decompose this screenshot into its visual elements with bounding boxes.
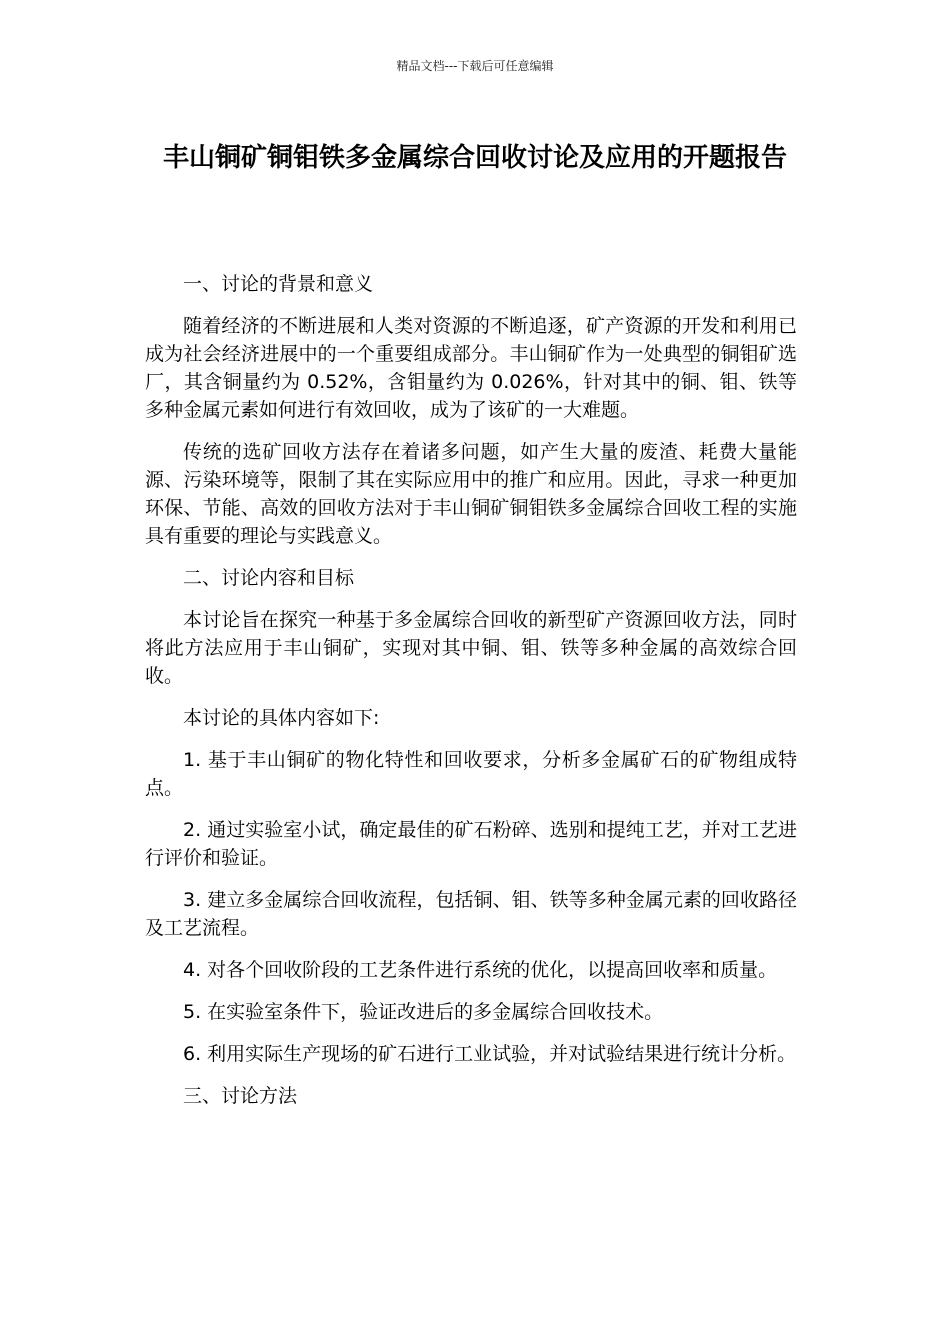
list-item-3: 3. 建立多金属综合回收流程，包括铜、钼、铁等多种金属元素的回收路径及工艺流程。	[145, 889, 797, 939]
section-heading-background: 一、讨论的背景和意义	[183, 273, 374, 295]
paragraph-content-1: 本讨论旨在探究一种基于多金属综合回收的新型矿产资源回收方法，同时将此方法应用于丰山铜矿，实现对其中铜、钼、铁等多种金属的高效综合回收。	[145, 609, 797, 687]
section-heading-content: 二、讨论内容和目标	[183, 567, 355, 589]
list-item-2: 2. 通过实验室小试，确定最佳的矿石粉碎、选别和提纯工艺，并对工艺进行评价和验证。	[145, 819, 797, 869]
section-heading-method: 三、讨论方法	[183, 1085, 298, 1107]
list-item-4: 4. 对各个回收阶段的工艺条件进行系统的优化，以提高回收率和质量。	[183, 959, 778, 981]
paragraph-content-2: 本讨论的具体内容如下:	[183, 707, 380, 729]
paragraph-background-1: 随着经济的不断进展和人类对资源的不断追逐，矿产资源的开发和利用已成为社会经济进展中的一个重要组成部分。丰山铜矿作为一处典型的铜钼矿选厂，其含铜量约为 0.52%，含钼量约为 0.026%，针对其中的铜、钼、铁等多种金属元素如何进行有效回收，成为了该矿的一大难题。	[145, 315, 797, 421]
list-item-1: 1. 基于丰山铜矿的物化特性和回收要求，分析多金属矿石的矿物组成特点。	[145, 749, 797, 799]
page-header: 精品文档---下载后可任意编辑	[396, 59, 554, 73]
document-title: 丰山铜矿铜钼铁多金属综合回收讨论及应用的开题报告	[162, 143, 787, 173]
list-item-5: 5. 在实验室条件下，验证改进后的多金属综合回收技术。	[183, 1001, 664, 1023]
document-body	[145, 270, 797, 1124]
list-item-6: 6. 利用实际生产现场的矿石进行工业试验，并对试验结果进行统计分析。	[183, 1043, 797, 1065]
paragraph-background-2: 传统的选矿回收方法存在着诸多问题，如产生大量的废渣、耗费大量能源、污染环境等，限制了其在实际应用中的推广和应用。因此，寻求一种更加环保、节能、高效的回收方法对于丰山铜矿铜钼铁多金属综合回收工程的实施具有重要的理论与实践意义。	[145, 441, 797, 547]
